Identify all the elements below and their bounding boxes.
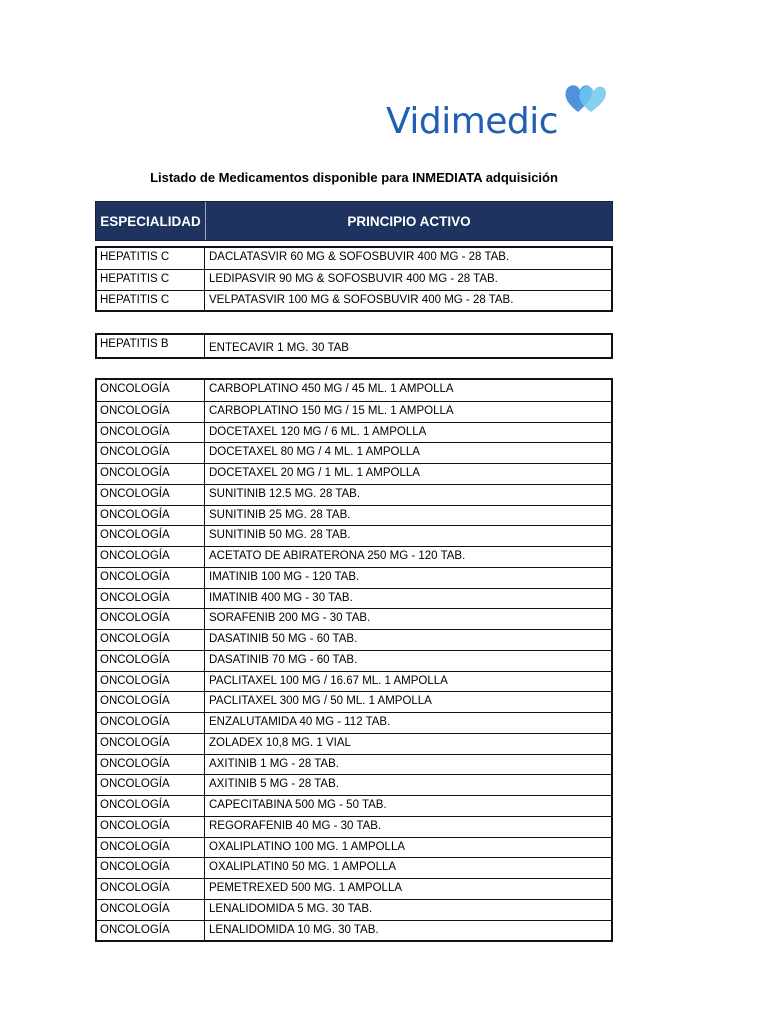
cell-especialidad: ONCOLOGÍA bbox=[97, 464, 205, 484]
cell-principio-activo: VELPATASVIR 100 MG & SOFOSBUVIR 400 MG - 28 TAB. bbox=[209, 293, 514, 306]
vidimedic-logo bbox=[386, 82, 616, 146]
table-row bbox=[97, 588, 611, 609]
table-row bbox=[97, 463, 611, 484]
table-row bbox=[97, 691, 611, 712]
cell-especialidad: ONCOLOGÍA bbox=[97, 380, 205, 401]
cell-especialidad: ONCOLOGÍA bbox=[97, 900, 205, 920]
cell-especialidad: ONCOLOGÍA bbox=[97, 734, 205, 754]
table-row bbox=[97, 754, 611, 775]
cell-especialidad: ONCOLOGÍA bbox=[97, 858, 205, 878]
table-row bbox=[97, 650, 611, 671]
cell-especialidad: ONCOLOGÍA bbox=[97, 796, 205, 816]
group-hepatitis-c bbox=[95, 246, 613, 312]
cell-especialidad: ONCOLOGÍA bbox=[97, 775, 205, 795]
table-row bbox=[97, 899, 611, 920]
table-row bbox=[97, 380, 611, 401]
cell-especialidad: ONCOLOGÍA bbox=[97, 589, 205, 609]
table-row bbox=[97, 401, 611, 422]
cell-principio-activo: IMATINIB 400 MG - 30 TAB. bbox=[209, 591, 353, 604]
cell-principio-activo: IMATINIB 100 MG - 120 TAB. bbox=[209, 570, 360, 583]
cell-especialidad: ONCOLOGÍA bbox=[97, 485, 205, 505]
group-hepatitis-b bbox=[95, 333, 613, 359]
cell-principio-activo: SUNITINIB 12.5 MG. 28 TAB. bbox=[209, 487, 361, 500]
cell-principio-activo: ENZALUTAMIDA 40 MG - 112 TAB. bbox=[209, 716, 391, 728]
table-row bbox=[97, 567, 611, 588]
cell-principio-activo: ENTECAVIR 1 MG. 30 TAB bbox=[209, 342, 349, 354]
cell-especialidad: HEPATITIS C bbox=[97, 291, 205, 311]
cell-especialidad: ONCOLOGÍA bbox=[97, 921, 205, 941]
cell-principio-activo: DOCETAXEL 120 MG / 6 ML. 1 AMPOLLA bbox=[209, 425, 427, 438]
cell-especialidad: ONCOLOGÍA bbox=[97, 547, 205, 567]
cell-especialidad: HEPATITIS C bbox=[97, 248, 205, 269]
cell-especialidad: ONCOLOGÍA bbox=[97, 817, 205, 837]
logo-wordmark: Vidimedic bbox=[386, 101, 559, 142]
cell-principio-activo: PACLITAXEL 300 MG / 50 ML. 1 AMPOLLA bbox=[209, 695, 432, 708]
table-row bbox=[97, 546, 611, 567]
cell-principio-activo: DACLATASVIR 60 MG & SOFOSBUVIR 400 MG - 28 TAB. bbox=[209, 251, 510, 263]
table-row bbox=[97, 837, 611, 858]
cell-principio-activo: DOCETAXEL 80 MG / 4 ML. 1 AMPOLLA bbox=[209, 446, 420, 459]
cell-especialidad: HEPATITIS C bbox=[97, 270, 205, 290]
cell-principio-activo: LENALIDOMIDA 10 MG. 30 TAB. bbox=[209, 923, 379, 936]
cell-principio-activo: REGORAFENIB 40 MG - 30 TAB. bbox=[209, 819, 382, 832]
cell-principio-activo: PACLITAXEL 100 MG / 16.67 ML. 1 AMPOLLA bbox=[209, 674, 448, 687]
cell-principio-activo: SORAFENIB 200 MG - 30 TAB. bbox=[209, 612, 371, 625]
cell-principio-activo: PEMETREXED 500 MG. 1 AMPOLLA bbox=[209, 882, 403, 894]
table-row bbox=[97, 484, 611, 505]
cell-especialidad: ONCOLOGÍA bbox=[97, 879, 205, 899]
cell-especialidad: ONCOLOGÍA bbox=[97, 692, 205, 712]
table-row bbox=[97, 608, 611, 629]
table-row bbox=[97, 878, 611, 899]
cell-especialidad: ONCOLOGÍA bbox=[97, 402, 205, 422]
cell-principio-activo: CAPECITABINA 500 MG - 50 TAB. bbox=[209, 799, 387, 811]
cell-especialidad: ONCOLOGÍA bbox=[97, 568, 205, 588]
cell-principio-activo: DASATINIB 50 MG - 60 TAB. bbox=[209, 633, 358, 645]
table-row bbox=[97, 335, 611, 357]
cell-principio-activo: CARBOPLATINO 150 MG / 15 ML. 1 AMPOLLA bbox=[209, 404, 454, 417]
document-title: Listado de Medicamentos disponible para INMEDIATA adquisición bbox=[150, 170, 558, 185]
cell-especialidad: ONCOLOGÍA bbox=[97, 526, 205, 546]
table-row bbox=[97, 733, 611, 754]
header-principio-activo: PRINCIPIO ACTIVO bbox=[347, 213, 471, 229]
cell-principio-activo: SUNITINIB 25 MG. 28 TAB. bbox=[209, 508, 351, 521]
cell-especialidad: ONCOLOGÍA bbox=[97, 443, 205, 463]
cell-principio-activo: ZOLADEX 10,8 MG. 1 VIAL bbox=[209, 736, 351, 749]
table-row bbox=[97, 774, 611, 795]
cell-especialidad: ONCOLOGÍA bbox=[97, 651, 205, 671]
table-row bbox=[97, 629, 611, 650]
cell-principio-activo: OXALIPLATIN0 50 MG. 1 AMPOLLA bbox=[209, 861, 397, 874]
cell-especialidad: ONCOLOGÍA bbox=[97, 630, 205, 650]
cell-principio-activo: AXITINIB 1 MG - 28 TAB. bbox=[209, 757, 339, 770]
cell-principio-activo: OXALIPLATINO 100 MG. 1 AMPOLLA bbox=[209, 840, 406, 853]
cell-principio-activo: SUNITINIB 50 MG. 28 TAB. bbox=[209, 529, 351, 542]
cell-especialidad: ONCOLOGÍA bbox=[97, 423, 205, 443]
header-especialidad: ESPECIALIDAD bbox=[96, 202, 206, 240]
cell-principio-activo: LENALIDOMIDA 5 MG. 30 TAB. bbox=[209, 902, 373, 915]
cell-especialidad: ONCOLOGÍA bbox=[97, 713, 205, 733]
table-row bbox=[97, 671, 611, 692]
table-row bbox=[97, 269, 611, 290]
cell-especialidad: ONCOLOGÍA bbox=[97, 755, 205, 775]
cell-especialidad: ONCOLOGÍA bbox=[97, 838, 205, 858]
table-row bbox=[97, 920, 611, 941]
table-row bbox=[97, 248, 611, 269]
cell-principio-activo: ACETATO DE ABIRATERONA 250 MG - 120 TAB. bbox=[209, 550, 466, 562]
table-row bbox=[97, 816, 611, 837]
cell-principio-activo: DOCETAXEL 20 MG / 1 ML. 1 AMPOLLA bbox=[209, 467, 420, 479]
cell-principio-activo: CARBOPLATINO 450 MG / 45 ML. 1 AMPOLLA bbox=[209, 383, 454, 395]
table-row bbox=[97, 422, 611, 443]
table-row bbox=[97, 290, 611, 311]
cell-especialidad: ONCOLOGÍA bbox=[97, 672, 205, 692]
cell-principio-activo: AXITINIB 5 MG - 28 TAB. bbox=[209, 778, 339, 791]
cell-principio-activo: DASATINIB 70 MG - 60 TAB. bbox=[209, 653, 358, 666]
cell-especialidad: ONCOLOGÍA bbox=[97, 609, 205, 629]
group-oncologia bbox=[95, 378, 613, 942]
table-row bbox=[97, 857, 611, 878]
cell-especialidad: HEPATITIS B bbox=[97, 335, 205, 357]
table-row bbox=[97, 442, 611, 463]
cell-principio-activo: LEDIPASVIR 90 MG & SOFOSBUVIR 400 MG - 28 TAB. bbox=[209, 272, 498, 285]
table-row bbox=[97, 795, 611, 816]
table-header bbox=[95, 201, 613, 241]
table-row bbox=[97, 712, 611, 733]
heart-logo-icon bbox=[564, 82, 608, 116]
table-row bbox=[97, 505, 611, 526]
table-row bbox=[97, 525, 611, 546]
cell-especialidad: ONCOLOGÍA bbox=[97, 506, 205, 526]
